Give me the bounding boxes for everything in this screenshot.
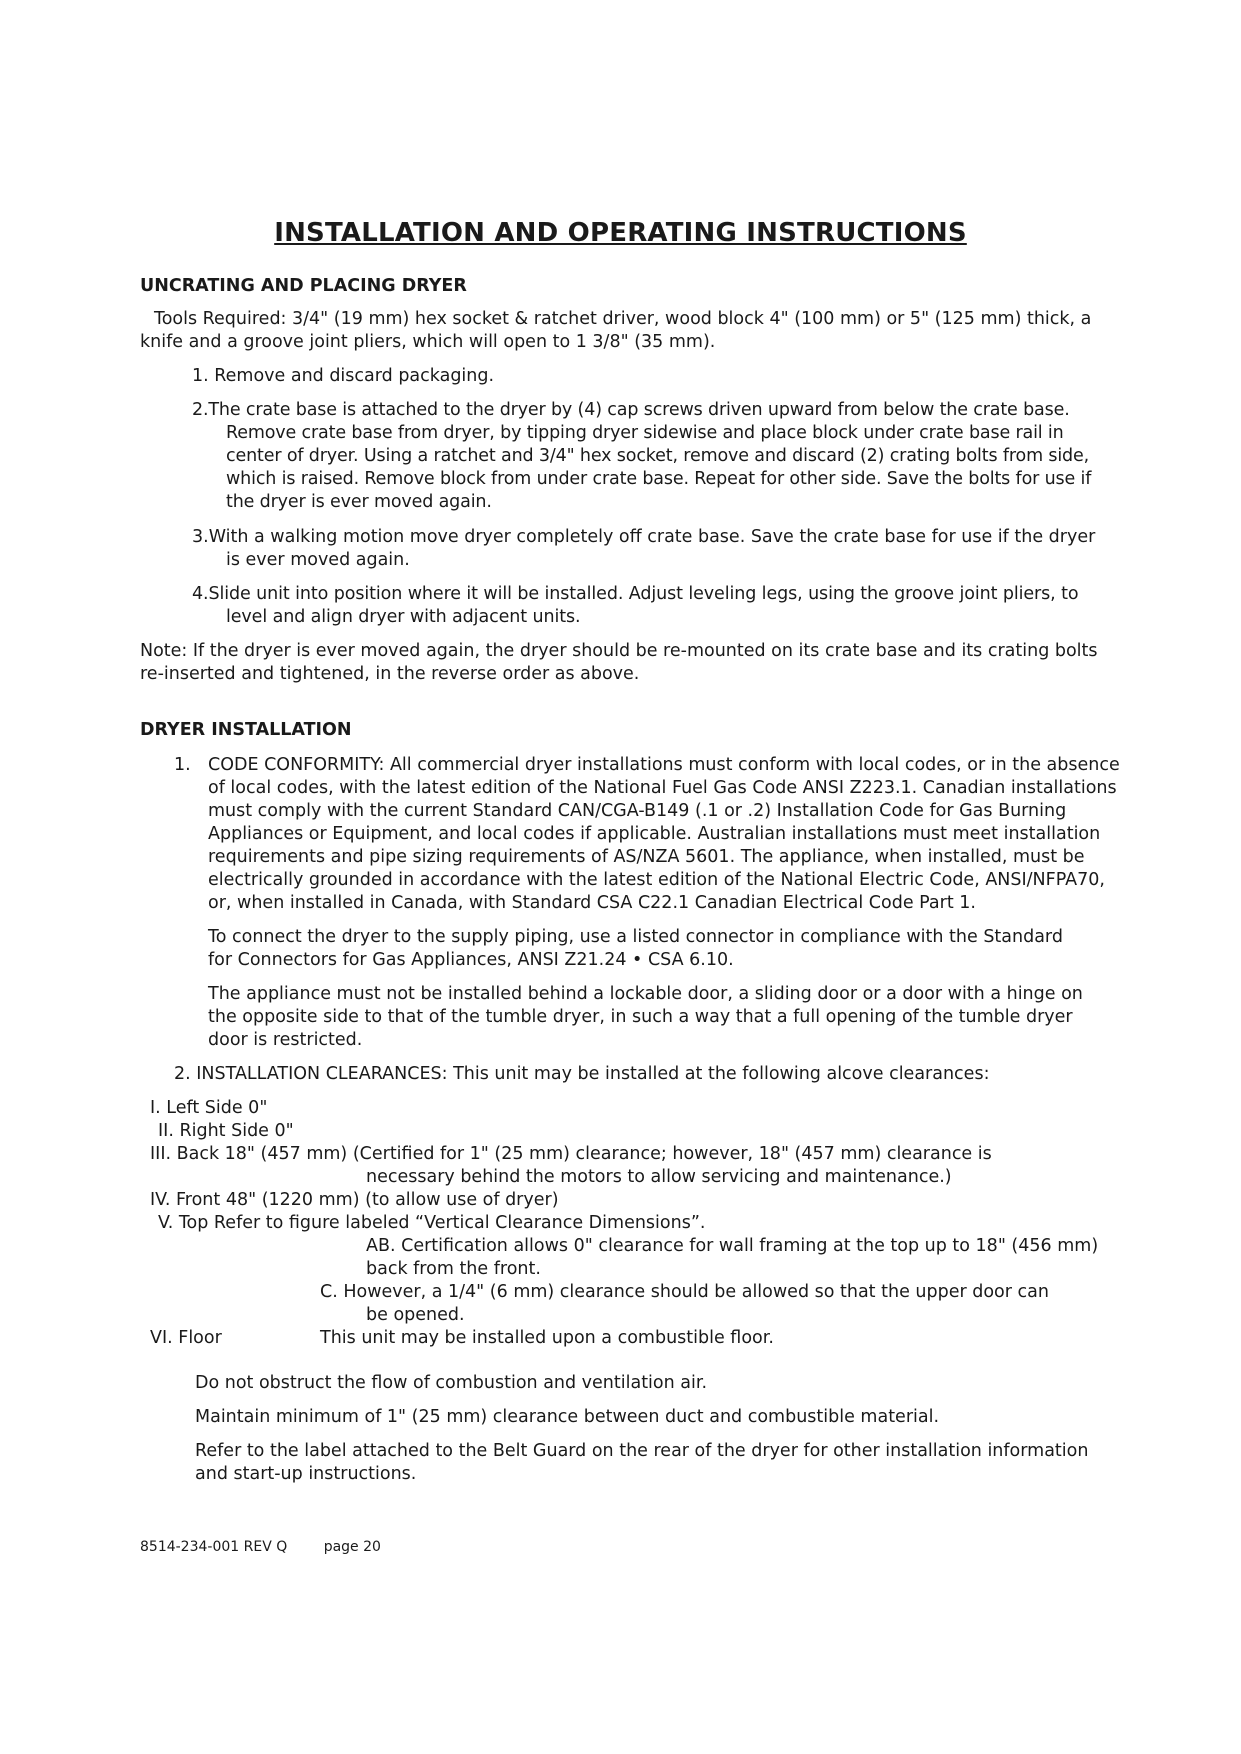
clearance-top-c: C. However, a 1/4" (6 mm) clearance should be allowed so that the upper door can — [320, 1282, 1049, 1302]
clearance-floor-label: VI. Floor — [150, 1328, 222, 1348]
uncrating-step-2: 2.The crate base is attached to the dryer by (4) cap screws driven upward from below the crate base. Remove crate base from dryer, by tipping dryer sidewise and place block under crate base rail in center of dryer. Using a ratchet and 3/4" hex socket, remove and discard (2) crating bolts from side, which is raised. Remove block from under crate base. Repeat for other side. Save the bolts for use if the dryer is ever moved again. — [192, 400, 1092, 512]
clearance-top-ab: AB. Certification allows 0" clearance for wall framing at the top up to 18" (456 mm) — [366, 1236, 1099, 1256]
uncrating-step-1: 1. Remove and discard packaging. — [192, 366, 495, 386]
installation-clearances-item: 2. INSTALLATION CLEARANCES: This unit may be installed at the following alcove clearances: — [174, 1064, 990, 1084]
supply-piping-paragraph: To connect the dryer to the supply piping, use a listed connector in compliance with the Standard for Connectors for Gas Appliances, ANSI Z21.24 • CSA 6.10. — [208, 927, 1063, 970]
clearance-top: V. Top Refer to figure labeled “Vertical Clearance Dimensions”. — [158, 1213, 706, 1233]
page-title: INSTALLATION AND OPERATING INSTRUCTIONS — [274, 218, 967, 248]
document-id: 8514-234-001 REV Q — [140, 1539, 288, 1555]
installation-heading: DRYER INSTALLATION — [140, 720, 352, 740]
clearance-back: III. Back 18" (457 mm) (Certified for 1" (25 mm) clearance; however, 18" (457 mm) clearance is — [150, 1144, 992, 1164]
uncrating-heading: UNCRATING AND PLACING DRYER — [140, 276, 467, 296]
page-footer — [140, 1539, 413, 1555]
clearance-right-side: II. Right Side 0" — [158, 1121, 294, 1141]
tools-required-paragraph: Tools Required: 3/4" (19 mm) hex socket & ratchet driver, wood block 4" (100 mm) or 5" (125 mm) thick, a knife and a groove joint pliers, which will open to 1 3/8" (35 mm). — [140, 309, 1092, 352]
clearance-top-c-continued: be opened. — [366, 1305, 465, 1325]
code-conformity-paragraph: CODE CONFORMITY: All commercial dryer installations must conform with local codes, or in the absence of local codes, with the latest edition of the National Fuel Gas Code ANSI Z223.1. Canadian installations must comply with the current Standard CAN/CGA-B149 (.1 or .2) Installation Code for Gas Burning Appliances or Equipment, and local codes if applicable. Australian installations must meet installation requirements and pipe sizing requirements of AS/NZA 5601. The appliance, when installed, must be electrically grounded in accordance with the latest edition of the National Electric Code, ANSI/NFPA70, or, when installed in Canada, with Standard CSA C22.1 Canadian Electrical Code Part 1. — [208, 755, 1120, 913]
uncrating-step-4: 4.Slide unit into position where it will be installed. Adjust leveling legs, using the groove joint pliers, to level and align dryer with adjacent units. — [192, 584, 1079, 627]
duct-clearance-paragraph: Maintain minimum of 1" (25 mm) clearance between duct and combustible material. — [195, 1407, 940, 1427]
belt-guard-paragraph: Refer to the label attached to the Belt Guard on the rear of the dryer for other installation information and start-up instructions. — [195, 1441, 1089, 1484]
clearance-back-continued: necessary behind the motors to allow servicing and maintenance.) — [366, 1167, 952, 1187]
installation-item-1-number: 1. — [174, 755, 191, 775]
clearance-left-side: I. Left Side 0" — [150, 1098, 268, 1118]
uncrating-note: Note: If the dryer is ever moved again, the dryer should be re-mounted on its crate base and its crating bolts re-inserted and tightened, in the reverse order as above. — [140, 641, 1098, 684]
lockable-door-paragraph: The appliance must not be installed behind a lockable door, a sliding door or a door with a hinge on the opposite side to that of the tumble dryer, in such a way that a full opening of the tumble dryer door is restricted. — [208, 984, 1083, 1050]
page-number: page 20 — [323, 1539, 381, 1555]
clearance-front: IV. Front 48" (1220 mm) (to allow use of dryer) — [150, 1190, 559, 1210]
uncrating-step-3: 3.With a walking motion move dryer completely off crate base. Save the crate base for use if the dryer is ever moved again. — [192, 527, 1096, 570]
clearance-top-ab-continued: back from the front. — [366, 1259, 541, 1279]
clearance-floor-text: This unit may be installed upon a combustible floor. — [320, 1328, 774, 1348]
ventilation-paragraph: Do not obstruct the flow of combustion and ventilation air. — [195, 1373, 708, 1393]
